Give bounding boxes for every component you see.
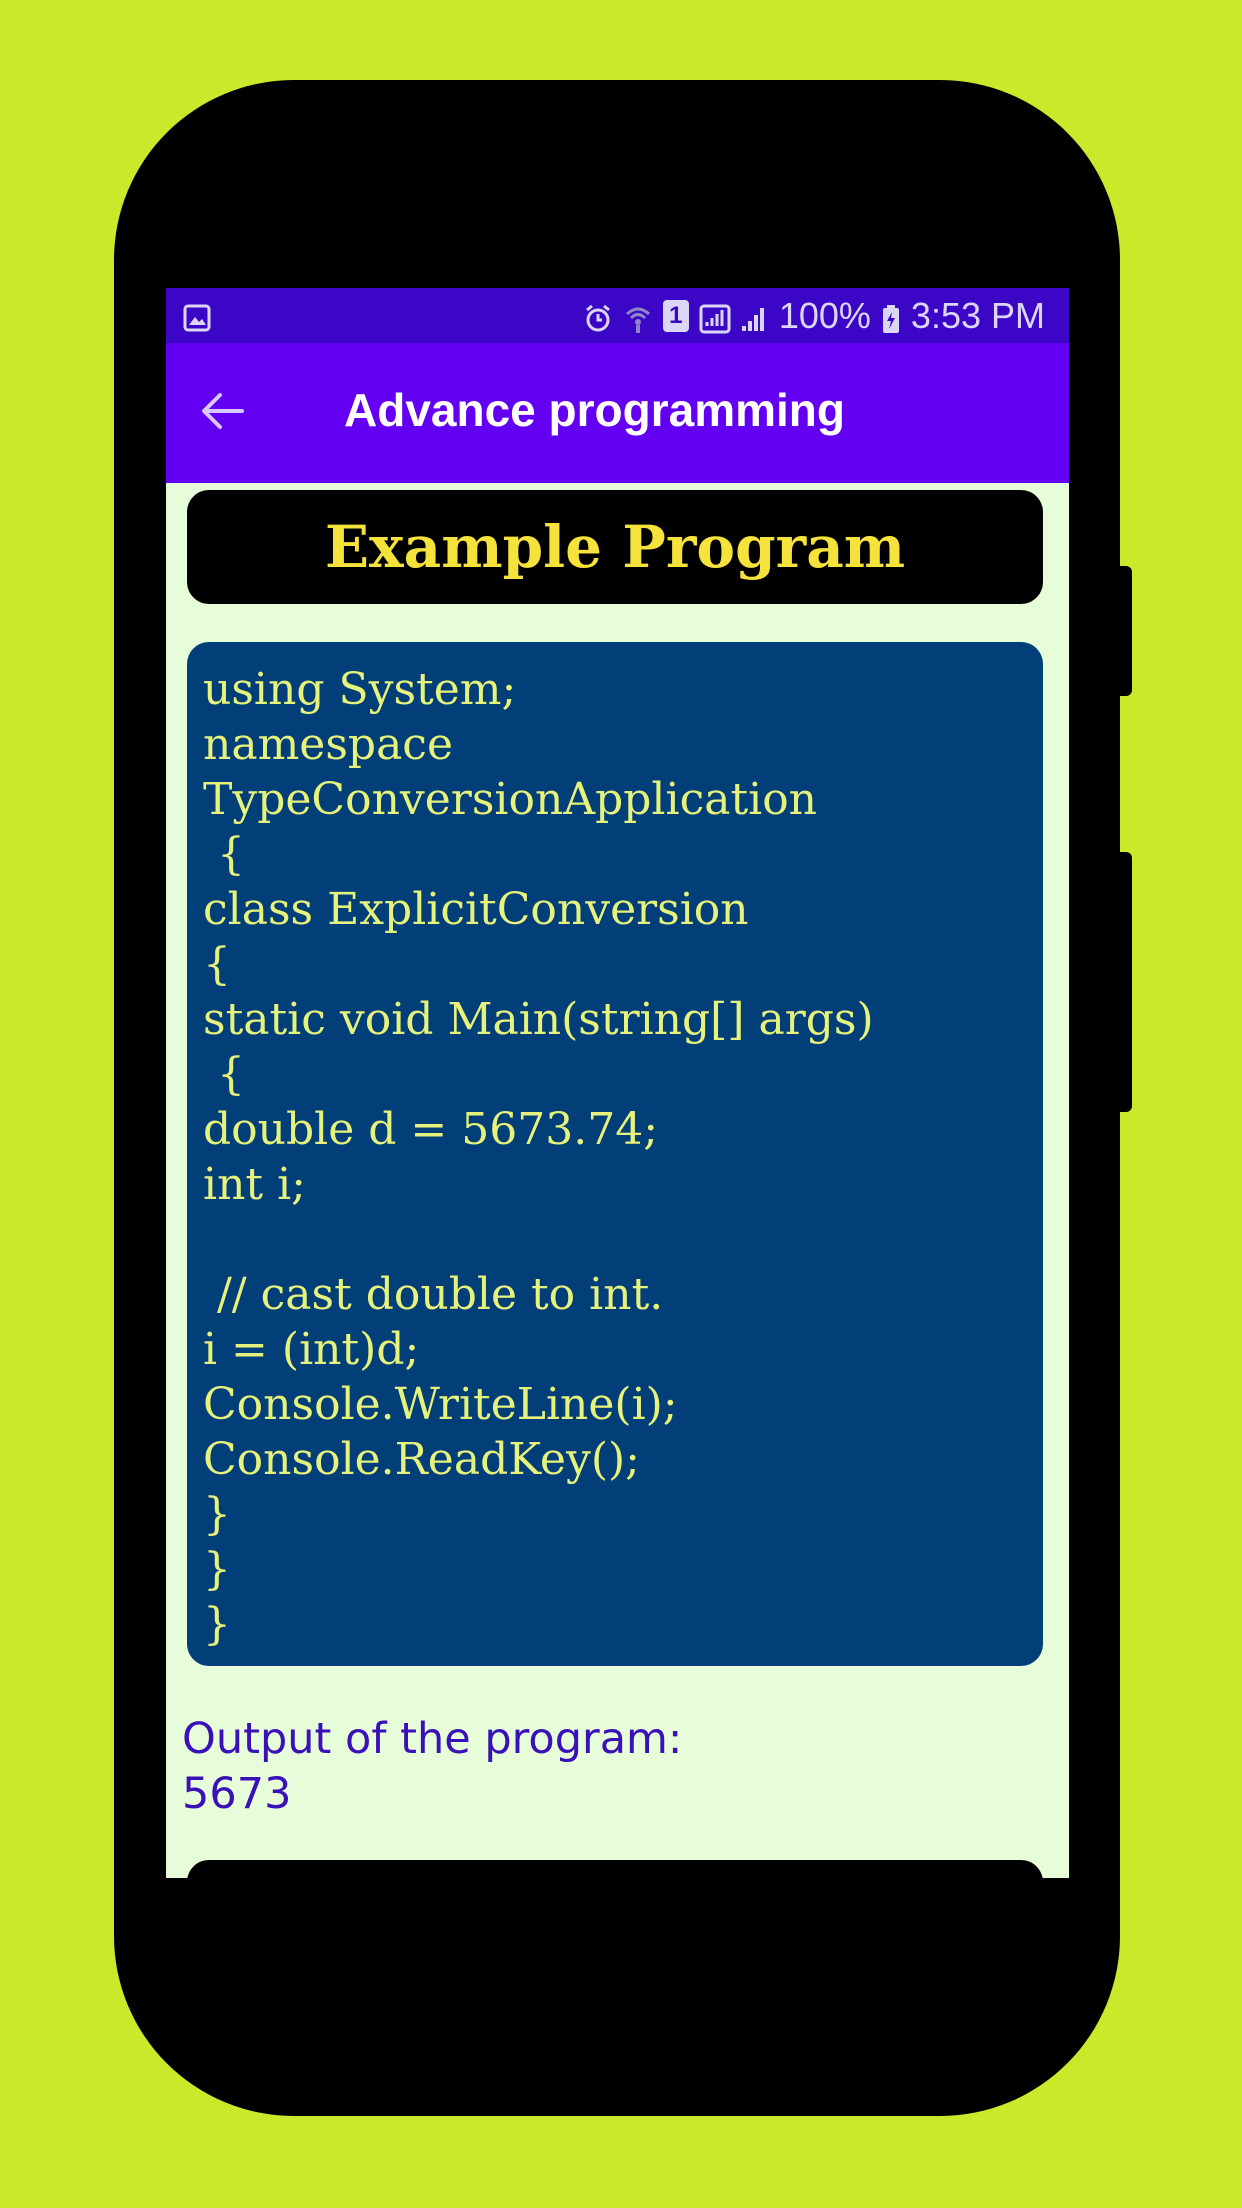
page-title: Advance programming <box>344 384 845 436</box>
volume-button <box>1120 566 1132 696</box>
battery-percent: 100% <box>778 294 871 336</box>
code-block <box>187 642 1043 1666</box>
next-section-card <box>187 1860 1043 1878</box>
code-line: Console.WriteLine(i); <box>203 1379 678 1430</box>
power-button <box>1120 852 1132 1112</box>
code-line: namespace <box>203 719 453 770</box>
signal-box-icon <box>699 301 729 331</box>
arrow-left-icon <box>200 391 244 435</box>
code-line: } <box>203 1544 231 1595</box>
code-line: // cast double to int. <box>203 1269 664 1320</box>
sim-1-badge: 1 <box>663 300 689 332</box>
cellular-signal-icon <box>739 301 769 331</box>
battery-charging-icon <box>881 301 901 331</box>
app-screen <box>166 288 1069 1878</box>
code-line: double d = 5673.74; <box>203 1104 659 1155</box>
code-line: { <box>203 939 231 990</box>
output-value: 5673 <box>182 1769 292 1819</box>
code-line: Console.ReadKey(); <box>203 1434 640 1485</box>
output-label: Output of the program: <box>182 1714 683 1764</box>
code-line: } <box>203 1489 231 1540</box>
example-program-heading <box>187 490 1043 604</box>
code-line: using System; <box>203 664 517 715</box>
code-line: { <box>203 1049 245 1100</box>
gallery-notification-icon <box>182 300 212 330</box>
status-icons <box>583 288 1045 343</box>
code-line: int i; <box>203 1159 306 1210</box>
code-line: i = (int)d; <box>203 1324 420 1375</box>
clock-time: 3:53 PM <box>910 294 1045 336</box>
alarm-icon <box>583 301 613 331</box>
code-line: TypeConversionApplication <box>203 774 818 825</box>
back-button[interactable] <box>194 385 250 441</box>
wifi-calling-icon <box>623 301 653 331</box>
code-line: } <box>203 1599 231 1650</box>
heading-text: Example Program <box>324 513 906 581</box>
code-line: class ExplicitConversion <box>203 884 749 935</box>
code-line: { <box>203 829 245 880</box>
status-bar <box>166 288 1069 343</box>
app-bar <box>166 343 1069 483</box>
code-line: static void Main(string[] args) <box>203 994 874 1045</box>
